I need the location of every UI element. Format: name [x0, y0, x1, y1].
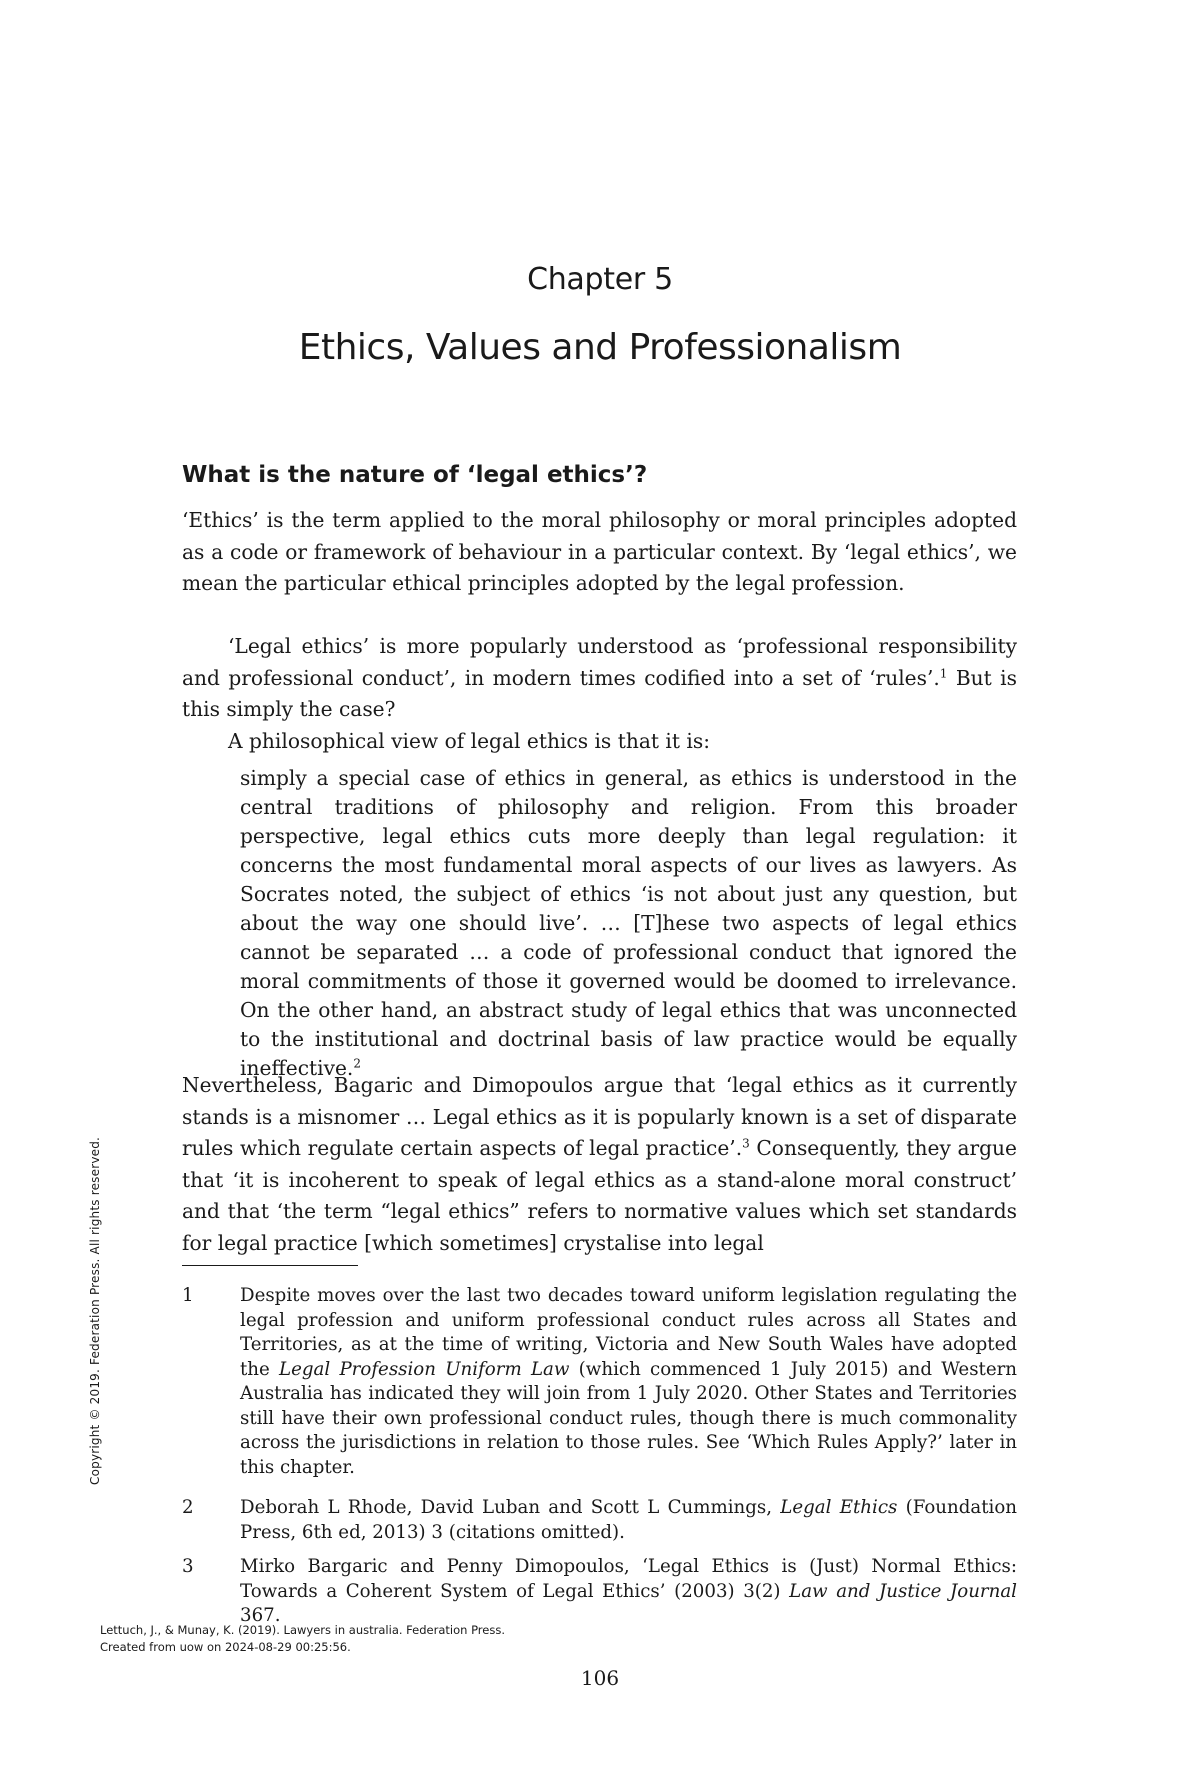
footnote-italic-title: Law and Justice Journal [789, 1580, 1018, 1602]
footnote-2 [182, 1496, 1017, 1545]
footnote-text [240, 1496, 1017, 1545]
footnote-text [240, 1555, 1017, 1629]
footnote-ref-1[interactable]: 1 [939, 665, 948, 680]
footnote-text-part: 367. [240, 1605, 281, 1626]
source-citation: Lettuch, J., & Munay, K. (2019). Lawyers in australia. Federation Press. [100, 1623, 505, 1637]
block-quote [240, 764, 1017, 1083]
footnote-text-part: Mirko Bargaric and Penny Dimopoulos, ‘Legal Ethics is (Just) Normal Ethics: Towards a Coherent System of Legal Ethics’ (2003) 3(2) [240, 1556, 1017, 1602]
body-paragraph-1: ‘Ethics’ is the term applied to the moral philosophy or moral principles adopted as a code or framework of behaviour in a particular context. By ‘legal ethics’, we mean the particular ethical principles adopted by the legal profession. [182, 508, 1017, 595]
paragraph-text: ‘Legal ethics’ is more popularly understood as ‘professional responsibility and professional conduct’, in modern times codified into a set of ‘rules’. [182, 634, 1017, 690]
footnote-3 [182, 1555, 1017, 1629]
footnote-1 [182, 1284, 1017, 1480]
body-paragraph-2 [182, 631, 1017, 726]
footnote-number: 3 [182, 1556, 194, 1577]
footnote-ref-3[interactable]: 3 [742, 1136, 750, 1151]
paragraph-text: Nevertheless, Bagaric and Dimopoulos argue that ‘legal ethics as it currently stands is a misnomer … Legal ethics as it is popularly known is a set of disparate rules which regulate certain aspects of legal practice’. [182, 1073, 1017, 1160]
body-paragraph-4 [182, 1070, 1017, 1259]
chapter-title: Ethics, Values and Professionalism [298, 327, 902, 368]
footnote-text-part: (Foundation Press, 6th ed, 2013) 3 (citations omitted). [240, 1497, 1018, 1543]
chapter-label: Chapter 5 [527, 262, 673, 297]
download-timestamp: Created from uow on 2024-08-29 00:25:56. [100, 1640, 351, 1654]
footnote-text [240, 1284, 1017, 1480]
paragraph-text: Consequently, they argue that ‘it is incoherent to speak of legal ethics as a stand-alone moral construct’ and that ‘the term “legal ethics” refers to normative values which set standards for legal practice [which sometimes] crystalise into legal [182, 1136, 1017, 1255]
footnote-italic-title: Legal Ethics [780, 1497, 898, 1518]
page-number: 106 [580, 1666, 620, 1690]
footnote-number: 2 [182, 1497, 194, 1518]
paragraph-text: But is this simply the case? [182, 665, 1017, 721]
body-paragraph-3: A philosophical view of legal ethics is that it is: [228, 729, 710, 753]
footnote-divider [182, 1265, 358, 1266]
footnote-text-part: (which commenced 1 July 2015) and Western Australia has indicated they will join from 1 July 2020. Other States and Territories still have their own professional conduct rules, though there is much commonality across the jurisdictions in relation to those rules. See ‘Which Rules Apply?’ later in this chapter. [240, 1358, 1018, 1478]
footnote-number: 1 [182, 1285, 194, 1306]
footnote-text-part: Deborah L Rhode, David Luban and Scott L Cummings, [240, 1497, 781, 1518]
copyright-notice: Copyright © 2019. Federation Press. All rights reserved. [88, 1136, 102, 1485]
section-heading: What is the nature of ‘legal ethics’? [182, 462, 648, 488]
footnote-text-part: Despite moves over the last two decades toward uniform legislation regulating the legal profession and uniform professional conduct rules across all States and Territories, as at the time of writing, Victoria and New South Wales have adopted the [240, 1285, 1017, 1380]
footnote-ref-2[interactable]: 2 [353, 1056, 361, 1071]
quote-text: simply a special case of ethics in general, as ethics is understood in the central traditions of philosophy and religion. From this broader perspective, legal ethics cuts more deeply than legal regulation: it concerns the most fundamental moral aspects of our lives as lawyers. As Socrates noted, the subject of ethics ‘is not about just any question, but about the way one should live’. … [T]hese two aspects of legal ethics cannot be separated … a code of professional conduct that ignored the moral commitments of those it governed would be doomed to irrelevance. On the other hand, an abstract study of legal ethics that was unconnected to the institutional and doctrinal basis of law practice would be equally ineffective. [240, 766, 1017, 1080]
footnote-italic-title: Legal Profession Uniform Law [279, 1358, 570, 1380]
